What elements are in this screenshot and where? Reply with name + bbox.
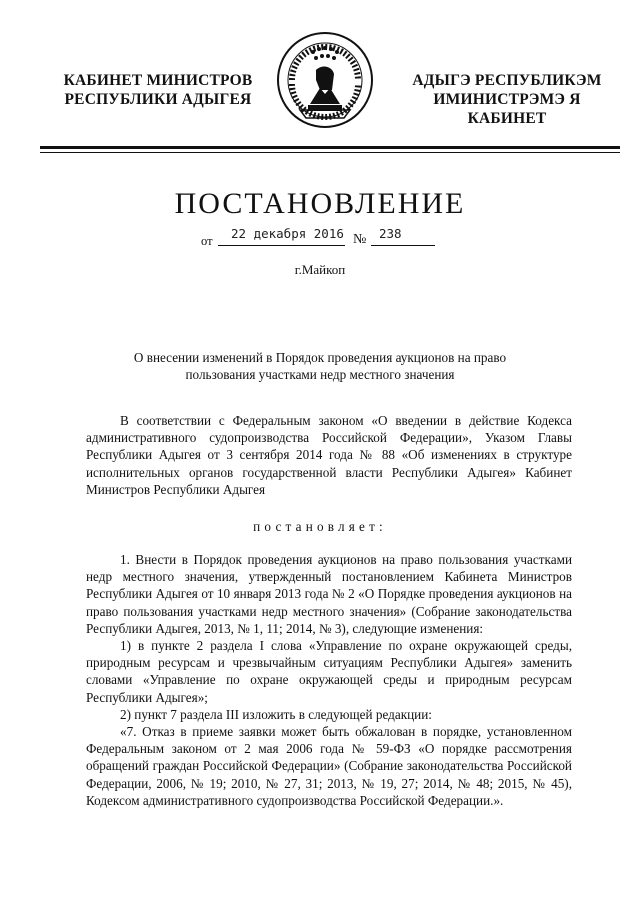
document-title: ПОСТАНОВЛЕНИЕ (174, 187, 466, 220)
subject-line-2: пользования участками недр местного значения (185, 367, 455, 382)
item-paragraph: 2) пункт 7 раздела III изложить в следующей редакции: (120, 706, 432, 722)
number-underline (371, 245, 435, 246)
item-paragraph: «7. Отказ в приеме заявки может быть обжалован в порядке, установленном Федеральным законом от 2 мая 2006 года № 59-ФЗ «О порядке рассмотрения обращений граждан Российской Федерации» (Собрание законодательства Российской Федерации, 2006, № 19; 2010, № 27, 31; 2013, № 19, 27; 2014, № 48; 2015, № 45), Кодексом административного судопроизводства Российской Федерации.». (86, 724, 572, 808)
subject-line-1: О внесении изменений в Порядок проведения аукционов на право (133, 350, 507, 365)
issuer-line-1-adyghe: АДЫГЭ РЕСПУБЛИКЭМ (412, 72, 602, 89)
date-value: 22 декабря 2016 (231, 226, 344, 241)
issuer-line-2: РЕСПУБЛИКИ АДЫГЕЯ (64, 91, 252, 108)
number-value: 238 (379, 226, 402, 241)
date-prefix: от (201, 234, 213, 248)
issuer-line-2-adyghe: ИМИНИСТРЭМЭ Я КАБИНЕТ (433, 91, 581, 127)
city: г.Майкоп (294, 262, 346, 277)
coat-of-arms-icon (272, 30, 378, 130)
date-underline (218, 245, 345, 246)
document-subject (70, 349, 570, 383)
preamble-paragraph: В соответствии с Федеральным законом «О введении в действие Кодекса административного судопроизводства Российской Федерации», Указом Главы Республики Адыгея от 3 сентября 2014 года № 88 «Об изменениях в структуре исполнительных органов государственной власти Республики Адыгея» Кабинет Министров Республики Адыгея (86, 413, 572, 497)
issuer-name-adyghe (392, 71, 622, 128)
resolution-items (86, 551, 572, 809)
issuer-name-russian (58, 71, 258, 109)
header-rule-thick (40, 146, 620, 149)
date-number-row (201, 226, 441, 250)
number-prefix: № (353, 232, 367, 247)
issuer-line-1: КАБИНЕТ МИНИСТРОВ (63, 72, 253, 89)
item-paragraph: 1) в пункте 2 раздела I слова «Управление по охране окружающей среды, природным ресурсам и чрезвычайным ситуациям Республики Адыгея» заменить словами «Управление по охране окружающей среды и природным ресурсам Республики Адыгея»; (86, 638, 572, 705)
item-paragraph: 1. Внести в Порядок проведения аукционов на право пользования участками недр местного значения, утвержденный постановлением Кабинета Министров Республики Адыгея от 10 января 2013 года № 2 «О Порядке проведения аукционов на право пользования участками недр местного значения» (Собрание законодательства Республики Адыгея, 2013, № 1, 11; 2014, № 3), следующие изменения: (86, 552, 572, 636)
resolution-word: постановляет: (253, 519, 387, 534)
header-rule-thin (40, 152, 620, 153)
preamble (86, 412, 572, 498)
